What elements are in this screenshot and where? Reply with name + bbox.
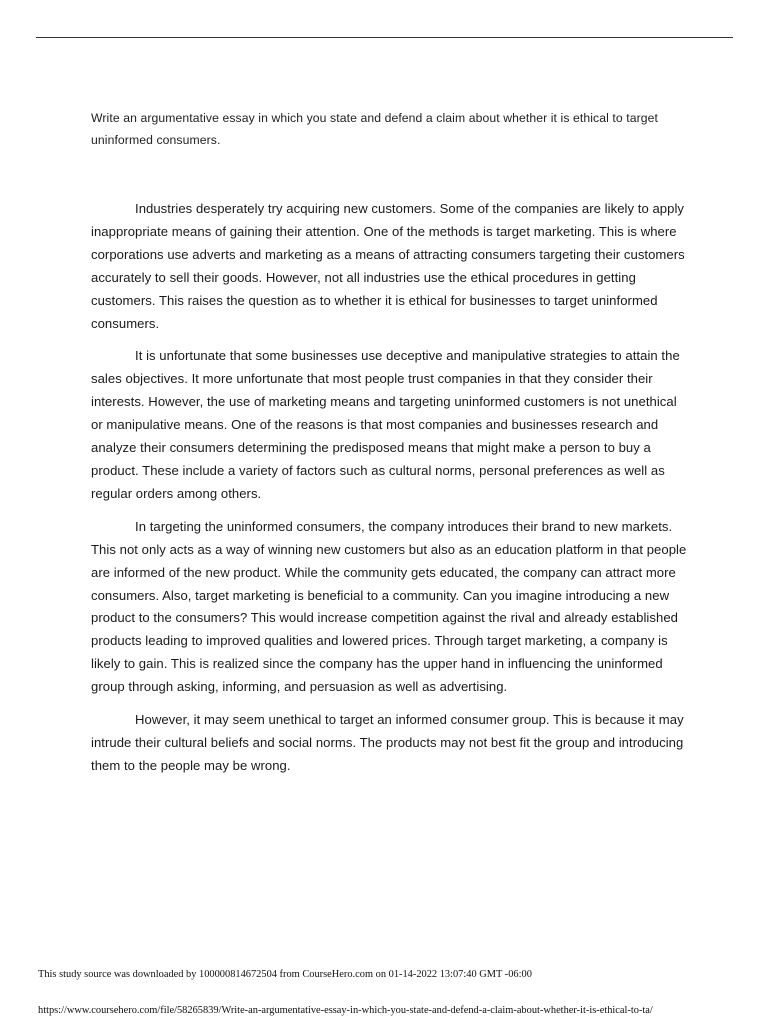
- essay-paragraph-2: It is unfortunate that some businesses use deceptive and manipulative strategies to attain the sales objectives. It more unfortunate that most people trust companies in that they consider their interests. However, the use of marketing means and targeting uninformed customers is not unethical or manipulative means. One of the reasons is that most companies and businesses research and analyze their consumers determining the predisposed means that might make a person to buy a product. These include a variety of factors such as cultural norms, personal preferences as well as regular orders among others.: [91, 348, 680, 501]
- essay-paragraph-3: In targeting the uninformed consumers, the company introduces their brand to new markets. This not only acts as a way of winning new customers but also as an education platform in that people are informed of the new product. While the community gets educated, the company can attract more consumers. Also, target marketing is beneficial to a community. Can you imagine introducing a new product to the consumers? This would increase competition against the rival and already established products leading to improved qualities and lowered prices. Through target marketing, a company is likely to gain. This is realized since the company has the upper hand in influencing the uninformed group through asking, informing, and persuasion as well as advertising.: [91, 518, 687, 695]
- download-source-note: This study source was downloaded by 100000814672504 from CourseHero.com on 01-14-2022 13:07:40 GMT -06:00: [38, 969, 532, 980]
- source-url-link[interactable]: https://www.coursehero.com/file/58265839/Write-an-argumentative-essay-in-which-you-state-and-defend-a-claim-about-whether-it-is-ethical-to-ta/: [38, 1005, 653, 1016]
- essay-paragraph-4: However, it may seem unethical to target an informed consumer group. This is because it may intrude their cultural beliefs and social norms. The products may not best fit the group and introducing them to the people may be wrong.: [91, 712, 684, 773]
- essay-paragraph-1: Industries desperately try acquiring new customers. Some of the companies are likely to apply inappropriate means of gaining their attention. One of the methods is target marketing. This is where corporations use adverts and marketing as a means of attracting consumers targeting their customers accurately to sell their goods. However, not all industries use the ethical procedures in getting customers. This raises the question as to whether it is ethical for businesses to target uninformed consumers.: [91, 201, 685, 331]
- essay-body: [91, 198, 687, 788]
- header-rule: [36, 37, 733, 38]
- essay-prompt: Write an argumentative essay in which you state and defend a claim about whether it is ethical to target uninformed consumers.: [91, 111, 659, 147]
